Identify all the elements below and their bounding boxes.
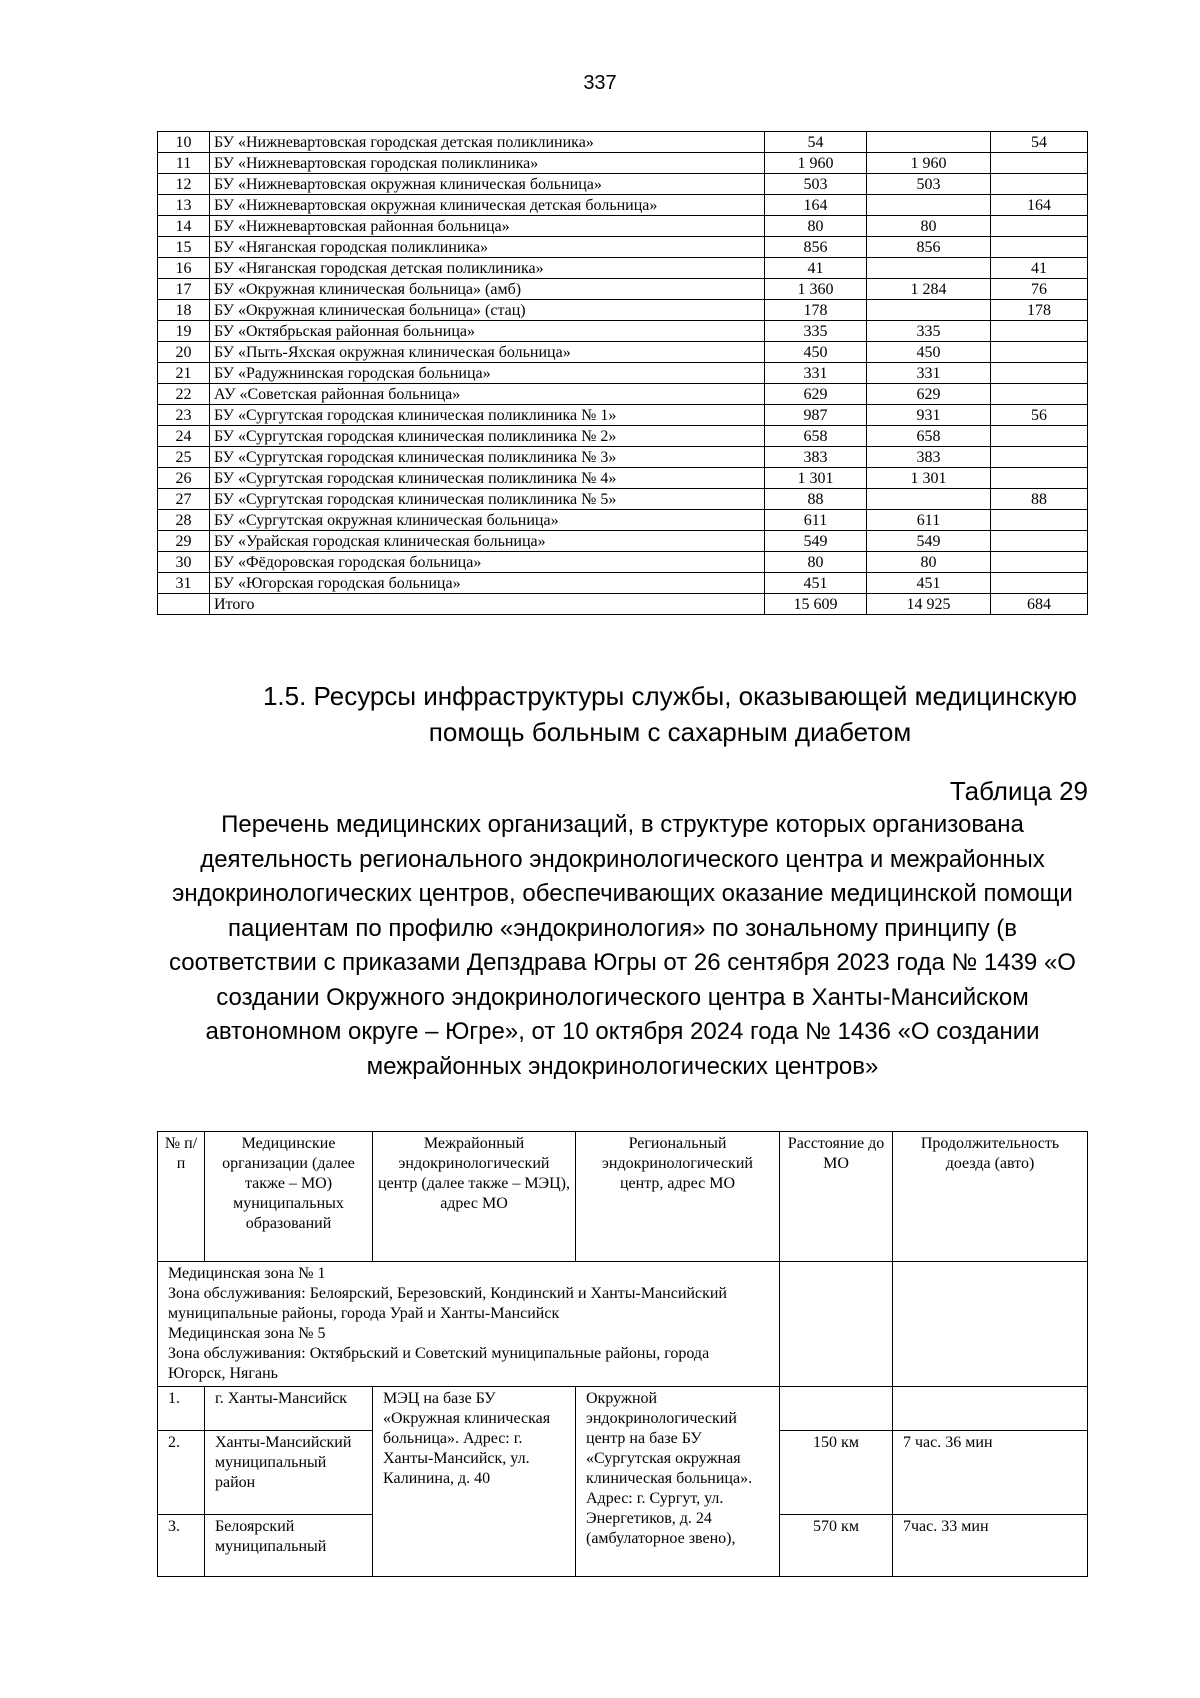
row-number: 30 bbox=[158, 552, 210, 573]
table-row bbox=[158, 405, 1088, 426]
row-number: 1. bbox=[158, 1387, 205, 1431]
column-2-value bbox=[867, 258, 991, 279]
organization-name: БУ «Радужнинская городская больница» bbox=[210, 363, 765, 384]
table-row bbox=[158, 258, 1088, 279]
organization-name: г. Ханты-Мансийск bbox=[205, 1387, 373, 1431]
organization-name: БУ «Окружная клиническая больница» (амб) bbox=[210, 279, 765, 300]
total-value: 503 bbox=[765, 174, 867, 195]
row-number: 26 bbox=[158, 468, 210, 489]
total-value: 80 bbox=[765, 552, 867, 573]
column-3-value bbox=[991, 174, 1088, 195]
total-value: 987 bbox=[765, 405, 867, 426]
total-value: 611 bbox=[765, 510, 867, 531]
organization-name: БУ «Нижневартовская городская детская поликлиника» bbox=[210, 132, 765, 153]
zone-row bbox=[158, 1262, 1088, 1387]
row-number: 19 bbox=[158, 321, 210, 342]
column-3-value: 164 bbox=[991, 195, 1088, 216]
table-row bbox=[158, 489, 1088, 510]
column-2-value: 549 bbox=[867, 531, 991, 552]
row-number: 15 bbox=[158, 237, 210, 258]
organization-name: БУ «Сургутская городская клиническая поликлиника № 3» bbox=[210, 447, 765, 468]
organization-name: БУ «Октябрьская районная больница» bbox=[210, 321, 765, 342]
interdistrict-center: МЭЦ на базе БУ «Окружная клиническая больница». Адрес: г. Ханты-Мансийск, ул. Калинина, д. 40 bbox=[373, 1387, 576, 1577]
total-row-number bbox=[158, 594, 210, 615]
column-2-value: 331 bbox=[867, 363, 991, 384]
distance: 150 км bbox=[780, 1431, 893, 1515]
travel-time: 7час. 33 мин bbox=[893, 1515, 1088, 1577]
total-value: 331 bbox=[765, 363, 867, 384]
column-3-value: 41 bbox=[991, 258, 1088, 279]
hospital-counts-body bbox=[158, 132, 1088, 615]
organization-name: БУ «Няганская городская поликлиника» bbox=[210, 237, 765, 258]
endocrinology-centers-table bbox=[157, 1131, 1088, 1577]
column-2-value bbox=[867, 489, 991, 510]
total-row bbox=[158, 594, 1088, 615]
organization-name: БУ «Фёдоровская городская больница» bbox=[210, 552, 765, 573]
organization-name: БУ «Сургутская городская клиническая поликлиника № 5» bbox=[210, 489, 765, 510]
column-2-total: 14 925 bbox=[867, 594, 991, 615]
header-regional-center: Региональный эндокринологический центр, адрес МО bbox=[576, 1132, 780, 1262]
table-row bbox=[158, 426, 1088, 447]
row-number: 18 bbox=[158, 300, 210, 321]
row-number: 3. bbox=[158, 1515, 205, 1577]
regional-center: Окружной эндокринологический центр на базе БУ «Сургутская окружная клиническая больница». Адрес: г. Сургут, ул. Энергетиков, д. 24 (амбулаторное звено), bbox=[576, 1387, 780, 1577]
total-value: 1 360 bbox=[765, 279, 867, 300]
row-number: 27 bbox=[158, 489, 210, 510]
organization-name: БУ «Сургутская городская клиническая поликлиника № 4» bbox=[210, 468, 765, 489]
total-value: 335 bbox=[765, 321, 867, 342]
column-3-value bbox=[991, 216, 1088, 237]
column-3-value bbox=[991, 468, 1088, 489]
organization-name: БУ «Югорская городская больница» bbox=[210, 573, 765, 594]
column-3-value bbox=[991, 426, 1088, 447]
header-organizations: Медицинские организации (далее также – МО) муниципальных образований bbox=[205, 1132, 373, 1262]
column-2-value: 1 301 bbox=[867, 468, 991, 489]
column-2-value: 450 bbox=[867, 342, 991, 363]
row-number: 31 bbox=[158, 573, 210, 594]
row-number: 14 bbox=[158, 216, 210, 237]
row-number: 22 bbox=[158, 384, 210, 405]
table-row bbox=[158, 132, 1088, 153]
column-2-value: 611 bbox=[867, 510, 991, 531]
row-number: 2. bbox=[158, 1431, 205, 1515]
total-value: 80 bbox=[765, 216, 867, 237]
grand-total-value: 15 609 bbox=[765, 594, 867, 615]
organization-name: БУ «Урайская городская клиническая больница» bbox=[210, 531, 765, 552]
column-2-value: 629 bbox=[867, 384, 991, 405]
column-3-total: 684 bbox=[991, 594, 1088, 615]
row-number: 13 bbox=[158, 195, 210, 216]
column-2-value bbox=[867, 300, 991, 321]
table-row bbox=[158, 321, 1088, 342]
table-row bbox=[158, 531, 1088, 552]
row-number: 28 bbox=[158, 510, 210, 531]
table-row bbox=[158, 195, 1088, 216]
organization-name: БУ «Нижневартовская городская поликлиника» bbox=[210, 153, 765, 174]
table-row bbox=[158, 510, 1088, 531]
table-row bbox=[158, 447, 1088, 468]
organization-name: БУ «Няганская городская детская поликлиника» bbox=[210, 258, 765, 279]
row-number: 11 bbox=[158, 153, 210, 174]
column-2-value: 856 bbox=[867, 237, 991, 258]
organization-name: БУ «Сургутская окружная клиническая больница» bbox=[210, 510, 765, 531]
organization-name: БУ «Пыть-Яхская окружная клиническая больница» bbox=[210, 342, 765, 363]
row-number: 23 bbox=[158, 405, 210, 426]
table-label: Таблица 29 bbox=[949, 776, 1088, 806]
section-title: 1.5. Ресурсы инфраструктуры службы, оказывающей медицинскую помощь больным с сахарным диабетом bbox=[262, 681, 1078, 747]
row-number: 10 bbox=[158, 132, 210, 153]
table-row bbox=[158, 552, 1088, 573]
column-3-value: 178 bbox=[991, 300, 1088, 321]
travel-time bbox=[893, 1387, 1088, 1431]
header-row bbox=[158, 1132, 1088, 1262]
organization-name: БУ «Сургутская городская клиническая поликлиника № 2» bbox=[210, 426, 765, 447]
row-number: 24 bbox=[158, 426, 210, 447]
column-2-value: 80 bbox=[867, 552, 991, 573]
organization-name: БУ «Окружная клиническая больница» (стац) bbox=[210, 300, 765, 321]
header-number: № п/п bbox=[158, 1132, 205, 1262]
column-2-value: 451 bbox=[867, 573, 991, 594]
row-number: 21 bbox=[158, 363, 210, 384]
row-number: 29 bbox=[158, 531, 210, 552]
total-value: 164 bbox=[765, 195, 867, 216]
total-value: 451 bbox=[765, 573, 867, 594]
total-label: Итого bbox=[210, 594, 765, 615]
column-3-value: 88 bbox=[991, 489, 1088, 510]
organization-name: БУ «Нижневартовская районная больница» bbox=[210, 216, 765, 237]
row-number: 20 bbox=[158, 342, 210, 363]
zone-description: Медицинская зона № 1 Зона обслуживания: Белоярский, Березовский, Кондинский и Ханты-Мансийский муниципальные районы, города Урай и Ханты-Мансийск Медицинская зона № 5 Зона обслуживания: Октябрьский и Советский муниципальные районы, города Югорск, Нягань bbox=[158, 1262, 780, 1387]
column-3-value bbox=[991, 363, 1088, 384]
table-row bbox=[158, 216, 1088, 237]
zone-travel-time bbox=[893, 1262, 1088, 1387]
page-number: 337 bbox=[583, 72, 617, 94]
organization-name: Белоярский муниципальный bbox=[205, 1515, 373, 1577]
table-row bbox=[158, 1387, 1088, 1431]
table-row bbox=[158, 300, 1088, 321]
column-2-value: 383 bbox=[867, 447, 991, 468]
table-caption: Перечень медицинских организаций, в структуре которых организована деятельность регионального эндокринологического центра и межрайонных эндокринологических центров, обеспечивающих оказание медицинской помощи пациентам по профилю «эндокринология» по зональному принципу (в соответствии с приказами Депздрава Югры от 26 сентября 2023 года № 1439 «О создании Окружного эндокринологического центра в Ханты-Мансийском автономном округе – Югре», от 10 октября 2024 года № 1436 «О создании межрайонных эндокринологических центров» bbox=[169, 811, 1076, 1080]
column-3-value: 56 bbox=[991, 405, 1088, 426]
column-3-value bbox=[991, 153, 1088, 174]
column-2-value: 335 bbox=[867, 321, 991, 342]
total-value: 450 bbox=[765, 342, 867, 363]
distance: 570 км bbox=[780, 1515, 893, 1577]
organization-name: АУ «Советская районная больница» bbox=[210, 384, 765, 405]
total-value: 658 bbox=[765, 426, 867, 447]
column-3-value bbox=[991, 552, 1088, 573]
table-row bbox=[158, 363, 1088, 384]
hospital-counts-table bbox=[157, 131, 1088, 615]
total-value: 41 bbox=[765, 258, 867, 279]
distance bbox=[780, 1387, 893, 1431]
column-2-value: 1 284 bbox=[867, 279, 991, 300]
total-value: 856 bbox=[765, 237, 867, 258]
column-3-value bbox=[991, 321, 1088, 342]
column-3-value: 54 bbox=[991, 132, 1088, 153]
total-value: 1 301 bbox=[765, 468, 867, 489]
column-3-value bbox=[991, 447, 1088, 468]
column-2-value: 1 960 bbox=[867, 153, 991, 174]
zone-distance bbox=[780, 1262, 893, 1387]
column-3-value bbox=[991, 342, 1088, 363]
row-number: 16 bbox=[158, 258, 210, 279]
travel-time: 7 час. 36 мин bbox=[893, 1431, 1088, 1515]
column-2-value: 658 bbox=[867, 426, 991, 447]
total-value: 88 bbox=[765, 489, 867, 510]
table-row bbox=[158, 174, 1088, 195]
table-row bbox=[158, 237, 1088, 258]
column-2-value bbox=[867, 132, 991, 153]
organization-name: БУ «Сургутская городская клиническая поликлиника № 1» bbox=[210, 405, 765, 426]
header-travel-time: Продолжительность доезда (авто) bbox=[893, 1132, 1088, 1262]
row-number: 12 bbox=[158, 174, 210, 195]
organization-name: БУ «Нижневартовская окружная клиническая больница» bbox=[210, 174, 765, 195]
column-3-value bbox=[991, 510, 1088, 531]
column-3-value bbox=[991, 237, 1088, 258]
column-2-value: 931 bbox=[867, 405, 991, 426]
column-3-value bbox=[991, 384, 1088, 405]
column-3-value bbox=[991, 531, 1088, 552]
organization-name: Ханты-Мансийский муниципальный район bbox=[205, 1431, 373, 1515]
header-interdistrict-center: Межрайонный эндокринологический центр (далее также – МЭЦ), адрес МО bbox=[373, 1132, 576, 1262]
table-row bbox=[158, 468, 1088, 489]
header-distance: Расстояние до МО bbox=[780, 1132, 893, 1262]
row-number: 25 bbox=[158, 447, 210, 468]
table-row bbox=[158, 279, 1088, 300]
column-3-value bbox=[991, 573, 1088, 594]
column-2-value: 503 bbox=[867, 174, 991, 195]
total-value: 383 bbox=[765, 447, 867, 468]
organization-name: БУ «Нижневартовская окружная клиническая детская больница» bbox=[210, 195, 765, 216]
total-value: 549 bbox=[765, 531, 867, 552]
total-value: 629 bbox=[765, 384, 867, 405]
table-row bbox=[158, 153, 1088, 174]
total-value: 1 960 bbox=[765, 153, 867, 174]
table-row bbox=[158, 342, 1088, 363]
total-value: 54 bbox=[765, 132, 867, 153]
column-3-value: 76 bbox=[991, 279, 1088, 300]
total-value: 178 bbox=[765, 300, 867, 321]
column-2-value: 80 bbox=[867, 216, 991, 237]
table-row bbox=[158, 573, 1088, 594]
row-number: 17 bbox=[158, 279, 210, 300]
table-row bbox=[158, 384, 1088, 405]
column-2-value bbox=[867, 195, 991, 216]
